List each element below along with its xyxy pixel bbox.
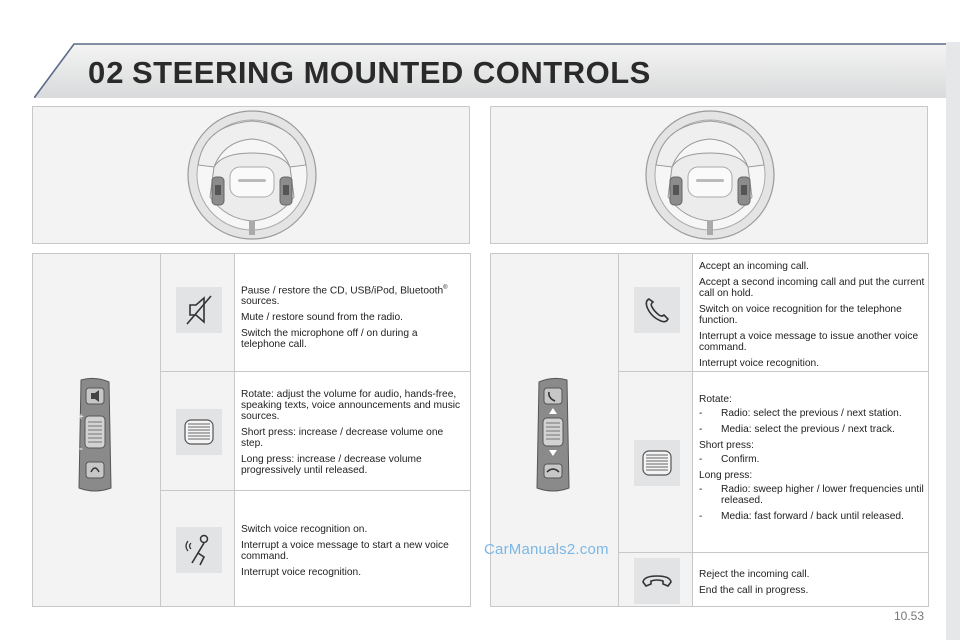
- svg-text:+: +: [78, 412, 84, 423]
- page-title: STEERING MOUNTED CONTROLS: [132, 55, 651, 90]
- row-description: Pause / restore the CD, USB/iPod, Bluetooth® sources. Mute / restore sound from the radio. Switch the microphone off / on during a telephone call.: [241, 285, 448, 351]
- steering-wheel-panel-right: [490, 106, 928, 244]
- steering-wheel-panel-left: [32, 106, 470, 244]
- svg-text:-: -: [79, 441, 83, 455]
- mute-speaker-icon: [176, 287, 222, 333]
- row-divider: [161, 490, 470, 491]
- control-pad-column-left: [33, 254, 161, 606]
- page-number: 10.53: [894, 609, 925, 623]
- chapter-number: 02: [88, 55, 125, 90]
- steering-wheel-illustration-right: [640, 107, 780, 243]
- row-description: Rotate: adjust the volume for audio, hands-free, speaking texts, voice announcements and music sources. Short press: increase / decrease volume one step. Long press: increase / decrease volume progressively until released.: [241, 389, 461, 476]
- controls-table-left: [32, 253, 471, 607]
- page-edge-strip: [946, 42, 960, 640]
- row-divider: [619, 552, 928, 553]
- row-divider: [161, 371, 470, 372]
- phone-answer-icon: [634, 287, 680, 333]
- right-control-pad-icon: [529, 376, 577, 496]
- phone-hangup-icon: [634, 558, 680, 604]
- voice-recognition-icon: [176, 527, 222, 573]
- thumbwheel-icon: [176, 409, 222, 455]
- watermark: CarManuals2.com: [484, 541, 609, 558]
- row-description: Switch voice recognition on. Interrupt a voice message to start a new voice command. Interrupt voice recognition.: [241, 524, 449, 578]
- row-description: Reject the incoming call. End the call in progress.: [699, 569, 810, 596]
- thumbwheel-icon: [634, 440, 680, 486]
- steering-wheel-illustration-left: [182, 107, 322, 243]
- row-description: Rotate: - Radio: select the previous / next station. - Media: select the previous / next track. Short press: - Confirm. Long press: - Radio: sweep higher / lower frequencies until released. - Media: fast forward / back until released.: [699, 394, 924, 522]
- row-description: Accept an incoming call. Accept a second incoming call and put the current call on hold. Switch on voice recognition for the telephone function. Interrupt a voice message to issue another voice command. Interrupt voice recognition.: [699, 261, 925, 369]
- left-control-pad-icon: [71, 376, 119, 496]
